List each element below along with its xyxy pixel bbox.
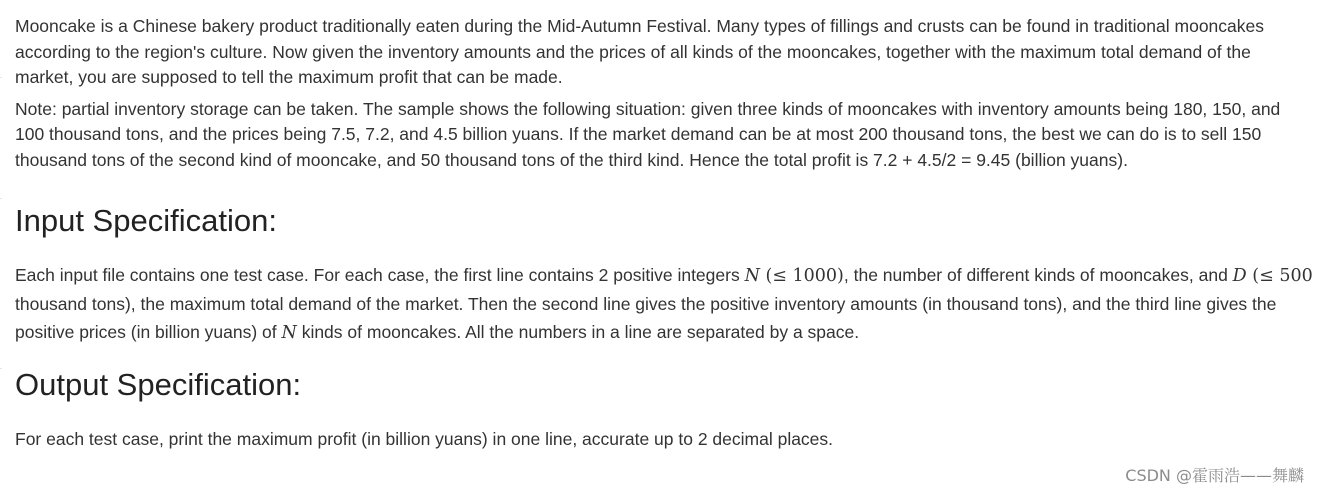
input-spec-heading: Input Specification: xyxy=(15,203,277,238)
problem-description: Mooncake is a Chinese bakery product traditionally eaten during the Mid-Autumn Festival. Many types of fillings and crusts can be found in traditional mooncakes according to the region's culture. Now given the inventory amounts and the prices of all kinds of the mooncakes, together with the maximum total demand of the market, you are supposed to tell the maximum profit that can be made. xyxy=(15,16,1264,87)
math-n: N xyxy=(281,323,297,343)
problem-note: Note: partial inventory storage can be taken. The sample shows the following situation: given three kinds of mooncakes with inventory amounts being 180, 150, and 100 thousand tons, and the prices being 7.5, 7.2, and 4.5 billion yuans. If the market demand can be at most 200 thousand tons, the best we can do is to sell 150 thousand tons of the second kind of mooncake, and 50 thousand tons of the third kind. Hence the total profit is 7.2 + 4.5/2 = 9.45 (billion yuans). xyxy=(15,98,1281,170)
csdn-watermark: CSDN @霍雨浩——舞麟 xyxy=(1125,466,1304,485)
math-d-bound: (≤ 500 xyxy=(1246,266,1313,286)
problem-content xyxy=(15,14,1313,453)
left-edge-mark xyxy=(0,368,2,369)
input-spec-text-3: thousand tons), the maximum total demand of the market. Then the second line gives the positive inventory amounts (in thousand tons), and the third line gives the positive prices (in billion yuans) of xyxy=(15,294,1277,342)
output-spec-text: For each test case, print the maximum profit (in billion yuans) in one line, accurate up to 2 decimal places. xyxy=(15,429,834,449)
input-spec-text xyxy=(15,261,1313,347)
math-n-bound: (≤ 1000) xyxy=(759,266,844,286)
math-d: D xyxy=(1232,266,1247,286)
input-spec-text-2: , the number of different kinds of mooncakes, and xyxy=(843,265,1233,285)
input-spec-text-4: kinds of mooncakes. All the numbers in a line are separated by a space. xyxy=(296,322,860,342)
math-n: N xyxy=(744,266,760,286)
output-spec-heading: Output Specification: xyxy=(15,367,302,402)
left-edge-mark xyxy=(0,77,2,78)
input-spec-text-1: Each input file contains one test case. For each case, the first line contains 2 positive integers xyxy=(15,265,745,285)
left-edge-mark xyxy=(0,198,2,199)
